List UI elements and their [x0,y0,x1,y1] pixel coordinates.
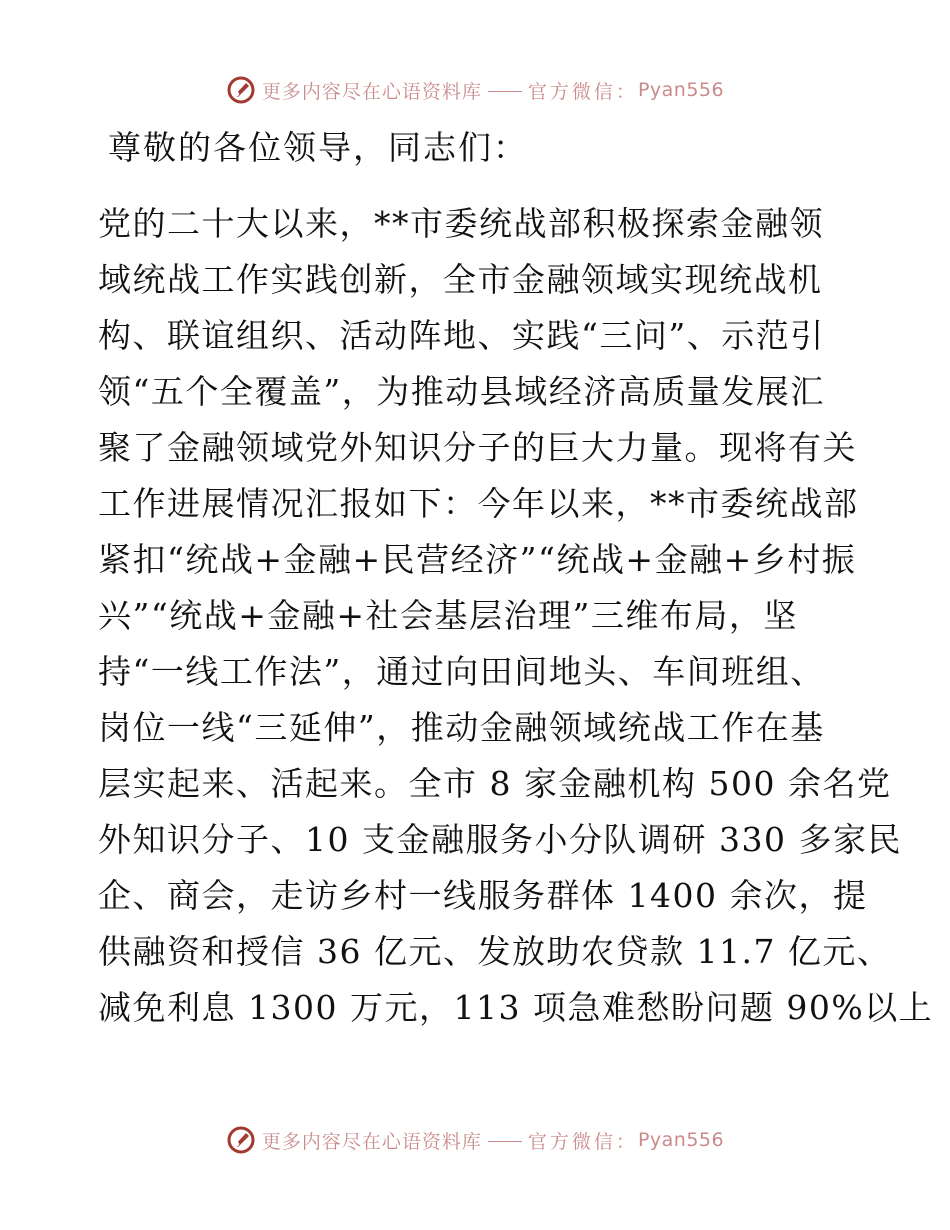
body-line: 构、联谊组织、活动阵地、实践“三问”、示范引 [98,316,825,355]
salutation: 尊敬的各位领导，同志们： [108,128,528,167]
watermark-subtitle: 官方微信： [527,80,638,103]
body-line: 持“一线工作法”，通过向田间地头、车间班组、 [98,652,825,691]
watermark-header [0,72,950,108]
document-body [98,196,933,1036]
watermark-brand: 更多内容尽在心语资料库 [261,1130,482,1153]
body-line: 减免利息 1300 万元，113 项急难愁盼问题 90%以上 [98,988,934,1027]
body-line: 党的二十大以来，**市委统战部积极探索金融领 [98,204,824,243]
body-line: 紧扣“统战+金融+民营经济”“统战+金融+乡村振 [98,540,857,579]
watermark-subtitle: 官方微信： [527,1130,638,1153]
body-line: 供融资和授信 36 亿元、发放助农贷款 11.7 亿元、 [98,932,892,971]
body-line: 兴”“统战+金融+社会基层治理”三维布局，坚 [98,596,798,635]
body-line: 企、商会，走访乡村一线服务群体 1400 余次，提 [98,876,868,915]
watermark-wechat-id: Pyan556 [637,79,725,101]
body-line: 外知识分子、10 支金融服务小分队调研 330 多家民 [98,820,902,859]
watermark-separator [488,91,522,92]
watermark-brand: 更多内容尽在心语资料库 [261,80,482,103]
watermark-separator [488,1141,522,1142]
body-line: 层实起来、活起来。全市 8 家金融机构 500 余名党 [98,764,892,803]
watermark-wechat-id: Pyan556 [637,1129,725,1151]
body-line: 域统战工作实践创新，全市金融领域实现统战机 [98,260,823,299]
body-line: 工作进展情况汇报如下：今年以来，**市委统战部 [98,484,859,523]
body-line: 领“五个全覆盖”，为推动县域经济高质量发展汇 [98,372,825,411]
brand-logo-icon [226,75,256,105]
body-line: 聚了金融领域党外知识分子的巨大力量。现将有关 [98,428,857,467]
brand-logo-icon [226,1125,256,1155]
watermark-footer [0,1122,950,1158]
body-line: 岗位一线“三延伸”，推动金融领域统战工作在基 [98,708,825,747]
